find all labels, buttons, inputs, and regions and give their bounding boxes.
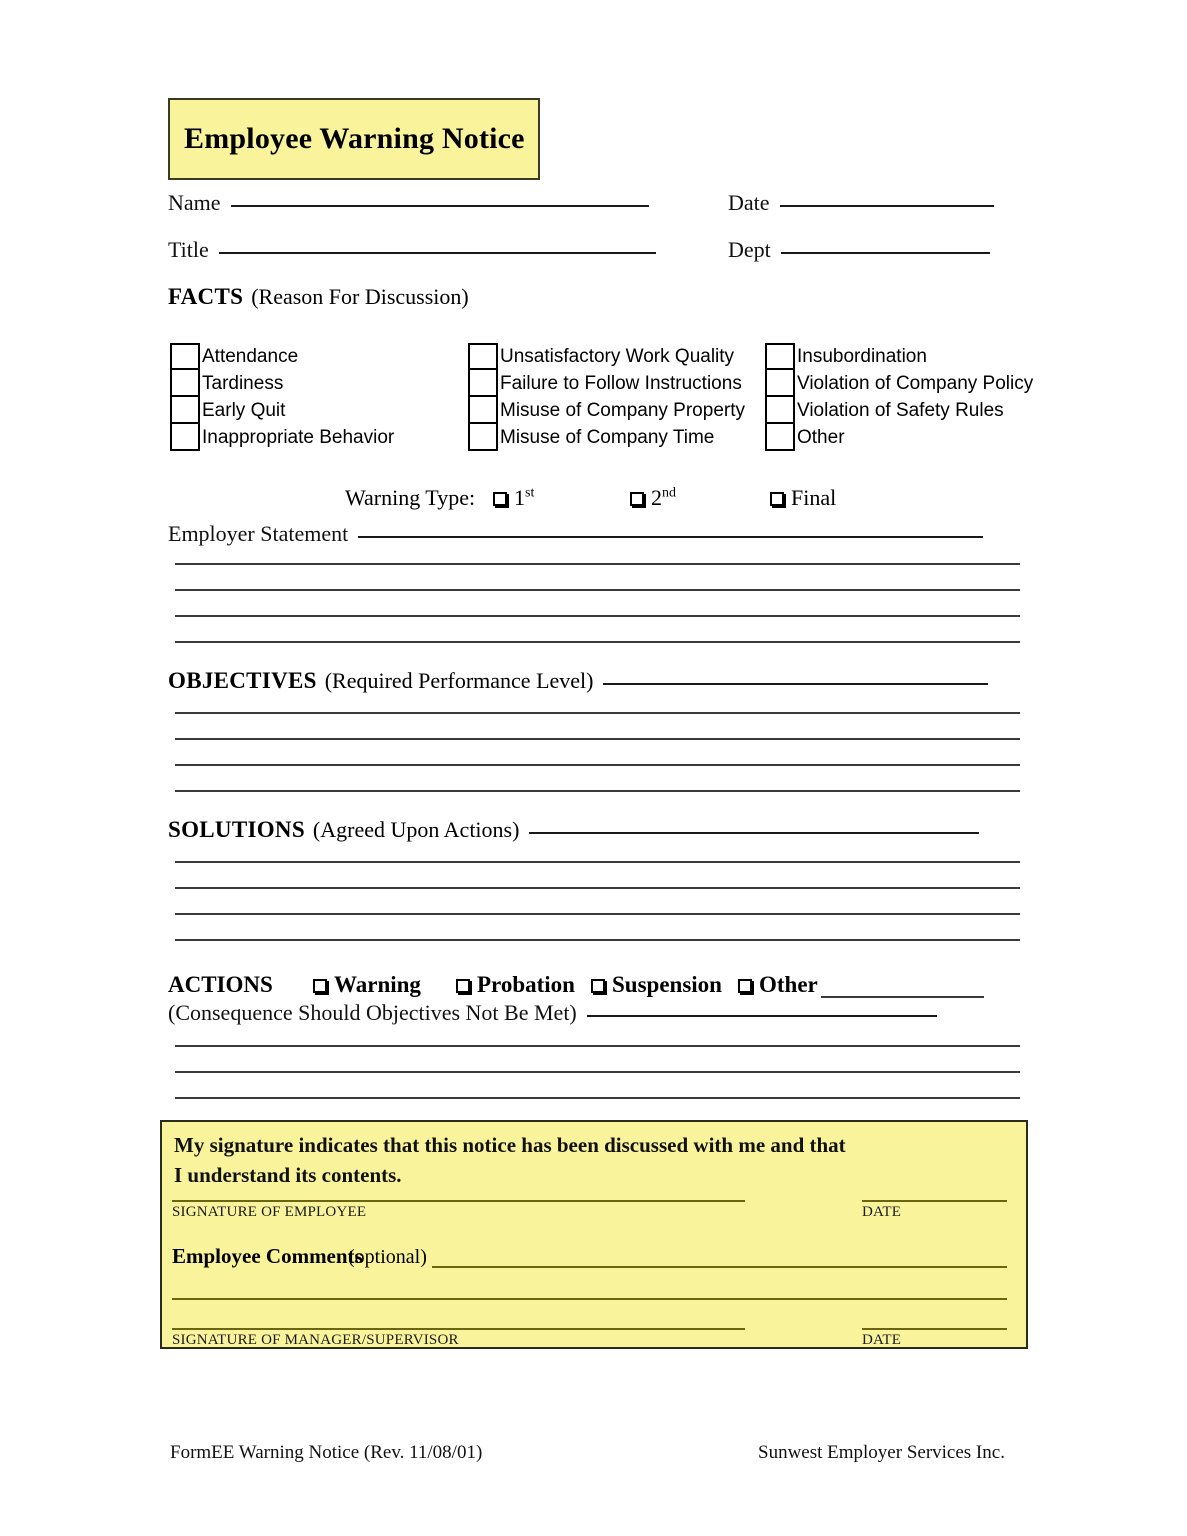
checkbox-row[interactable]: [765, 424, 1033, 451]
checkbox-row[interactable]: [170, 343, 394, 370]
actions-option-warning[interactable]: [313, 972, 421, 998]
checkbox-label: Inappropriate Behavior: [202, 427, 395, 448]
checkbox-unsatisfactory-work-quality[interactable]: [468, 343, 498, 370]
manager-date-caption: DATE: [862, 1332, 902, 1348]
manager-signature-input[interactable]: [172, 1328, 745, 1330]
facts-heading-bold: FACTS: [168, 284, 244, 309]
checkbox-insubordination[interactable]: [765, 343, 795, 370]
checkbox-row[interactable]: [468, 397, 745, 424]
field-name-input[interactable]: [231, 205, 649, 207]
solutions-line[interactable]: [175, 939, 1020, 941]
warning-type-option-first[interactable]: [493, 485, 534, 511]
signature-statement: [174, 1130, 1004, 1190]
actions-line[interactable]: [175, 1097, 1020, 1099]
actions-option-probation[interactable]: [456, 972, 575, 998]
checkbox-violation-of-safety-rules[interactable]: [765, 397, 795, 424]
manager-signature-caption: SIGNATURE OF MANAGER/SUPERVISOR: [172, 1332, 459, 1348]
field-date-input[interactable]: [780, 205, 994, 207]
warning-type-option-base: 1: [514, 485, 525, 510]
solutions-line[interactable]: [175, 861, 1020, 863]
solutions-heading-paren: (Agreed Upon Actions): [312, 817, 520, 842]
solutions-heading: [168, 817, 979, 843]
checkbox-label: Misuse of Company Time: [500, 427, 715, 448]
field-title-label: Title: [168, 237, 209, 262]
checkbox-label: Violation of Company Policy: [797, 373, 1034, 394]
checkbox-attendance[interactable]: [170, 343, 200, 370]
checkbox-final-warning[interactable]: [770, 492, 784, 506]
actions-option-suspension[interactable]: [591, 972, 722, 998]
field-date-label: Date: [728, 190, 770, 215]
checkbox-violation-of-company-policy[interactable]: [765, 370, 795, 397]
checkbox-row[interactable]: [170, 370, 394, 397]
warning-type-option-sup: st: [525, 485, 535, 501]
checkbox-row[interactable]: [765, 343, 1033, 370]
checkbox-label: Other: [797, 427, 845, 448]
manager-date-input[interactable]: [862, 1328, 1007, 1330]
actions-heading-bold: ACTIONS: [168, 972, 273, 997]
checkbox-action-other[interactable]: [738, 979, 752, 993]
objectives-heading-bold: OBJECTIVES: [168, 668, 317, 693]
employee-date-caption: DATE: [862, 1204, 902, 1220]
actions-other-input[interactable]: [821, 996, 984, 998]
checkbox-row[interactable]: [170, 424, 394, 451]
field-name: [168, 190, 649, 216]
checkbox-misuse-of-company-property[interactable]: [468, 397, 498, 424]
field-dept-input[interactable]: [781, 252, 990, 254]
facts-column-3: [765, 343, 1033, 451]
employee-date-input[interactable]: [862, 1200, 1007, 1202]
objectives-line[interactable]: [175, 764, 1020, 766]
objectives-heading: [168, 668, 988, 694]
checkbox-second-warning[interactable]: [630, 492, 644, 506]
checkbox-label: Early Quit: [202, 400, 286, 421]
actions-option-label: Warning: [334, 972, 421, 997]
actions-option-label: Suspension: [612, 972, 722, 997]
checkbox-row[interactable]: [765, 397, 1033, 424]
checkbox-label: Misuse of Company Property: [500, 400, 745, 421]
solutions-input[interactable]: [529, 832, 979, 834]
checkbox-action-probation[interactable]: [456, 979, 470, 993]
consequence-row: [168, 1000, 937, 1026]
objectives-input[interactable]: [603, 683, 988, 685]
actions-option-other[interactable]: [738, 972, 818, 998]
checkbox-label: Insubordination: [797, 346, 927, 367]
employee-comments-optional: (optional): [348, 1246, 427, 1268]
solutions-line[interactable]: [175, 887, 1020, 889]
field-dept: [728, 237, 990, 263]
employee-comments-label: Employee Comments: [172, 1244, 363, 1268]
actions-option-label: Other: [759, 972, 818, 997]
checkbox-label: Violation of Safety Rules: [797, 400, 1004, 421]
employer-statement-input[interactable]: [358, 536, 983, 538]
field-name-label: Name: [168, 190, 221, 215]
checkbox-label: Attendance: [202, 346, 299, 367]
checkbox-label: Tardiness: [202, 373, 284, 394]
checkbox-label: Failure to Follow Instructions: [500, 373, 742, 394]
employer-statement-line[interactable]: [175, 615, 1020, 617]
consequence-label: (Consequence Should Objectives Not Be Met): [168, 1000, 577, 1025]
warning-type-row: [345, 485, 965, 515]
checkbox-other[interactable]: [765, 424, 795, 451]
employer-statement-line[interactable]: [175, 563, 1020, 565]
employee-signature-input[interactable]: [172, 1200, 745, 1202]
signature-block: [160, 1120, 1028, 1349]
actions-line[interactable]: [175, 1071, 1020, 1073]
field-title: [168, 237, 656, 263]
employee-signature-caption: SIGNATURE OF EMPLOYEE: [172, 1204, 367, 1220]
warning-type-option-sup: nd: [662, 485, 676, 501]
warning-type-option-second[interactable]: [630, 485, 676, 511]
checkbox-misuse-of-company-time[interactable]: [468, 424, 498, 451]
page-title: Employee Warning Notice: [184, 122, 525, 155]
checkbox-failure-to-follow-instructions[interactable]: [468, 370, 498, 397]
field-date: [728, 190, 994, 216]
consequence-input[interactable]: [587, 1015, 937, 1017]
actions-line[interactable]: [175, 1045, 1020, 1047]
signature-statement-line-2: I understand its contents.: [174, 1163, 402, 1187]
signature-statement-line-1: My signature indicates that this notice has been discussed with me and that: [174, 1133, 846, 1157]
objectives-heading-paren: (Required Performance Level): [324, 668, 594, 693]
employer-statement-line[interactable]: [175, 589, 1020, 591]
warning-type-option-final[interactable]: [770, 485, 836, 511]
checkbox-inappropriate-behavior[interactable]: [170, 424, 200, 451]
checkbox-action-suspension[interactable]: [591, 979, 605, 993]
checkbox-tardiness[interactable]: [170, 370, 200, 397]
actions-option-label: Probation: [477, 972, 575, 997]
employer-statement-row: [168, 521, 983, 547]
employer-statement-label: Employer Statement: [168, 521, 349, 546]
warning-type-option-base: 2: [651, 485, 662, 510]
field-title-input[interactable]: [219, 252, 656, 254]
employee-comments-input[interactable]: [432, 1266, 1007, 1268]
warning-type-label: Warning Type:: [345, 485, 476, 510]
facts-column-2: [468, 343, 745, 451]
solutions-line[interactable]: [175, 913, 1020, 915]
objectives-line[interactable]: [175, 790, 1020, 792]
facts-heading: [168, 284, 469, 310]
warning-type-option-base: Final: [791, 485, 837, 510]
checkbox-first-warning[interactable]: [493, 492, 507, 506]
objectives-line[interactable]: [175, 712, 1020, 714]
checkbox-row[interactable]: [468, 424, 745, 451]
field-dept-label: Dept: [728, 237, 771, 262]
facts-heading-paren: (Reason For Discussion): [251, 284, 469, 309]
employee-comments-line[interactable]: [172, 1298, 1007, 1300]
footer-form-id: FormEE Warning Notice (Rev. 11/08/01): [170, 1442, 483, 1463]
footer-company: Sunwest Employer Services Inc.: [758, 1442, 1005, 1463]
checkbox-early-quit[interactable]: [170, 397, 200, 424]
solutions-heading-bold: SOLUTIONS: [168, 817, 305, 842]
employer-statement-line[interactable]: [175, 641, 1020, 643]
facts-column-1: [170, 343, 394, 451]
objectives-line[interactable]: [175, 738, 1020, 740]
checkbox-row[interactable]: [468, 343, 745, 370]
form-title-box: [168, 98, 540, 180]
checkbox-label: Unsatisfactory Work Quality: [500, 346, 735, 367]
checkbox-row[interactable]: [170, 397, 394, 424]
checkbox-row[interactable]: [468, 370, 745, 397]
checkbox-action-warning[interactable]: [313, 979, 327, 993]
checkbox-row[interactable]: [765, 370, 1033, 397]
